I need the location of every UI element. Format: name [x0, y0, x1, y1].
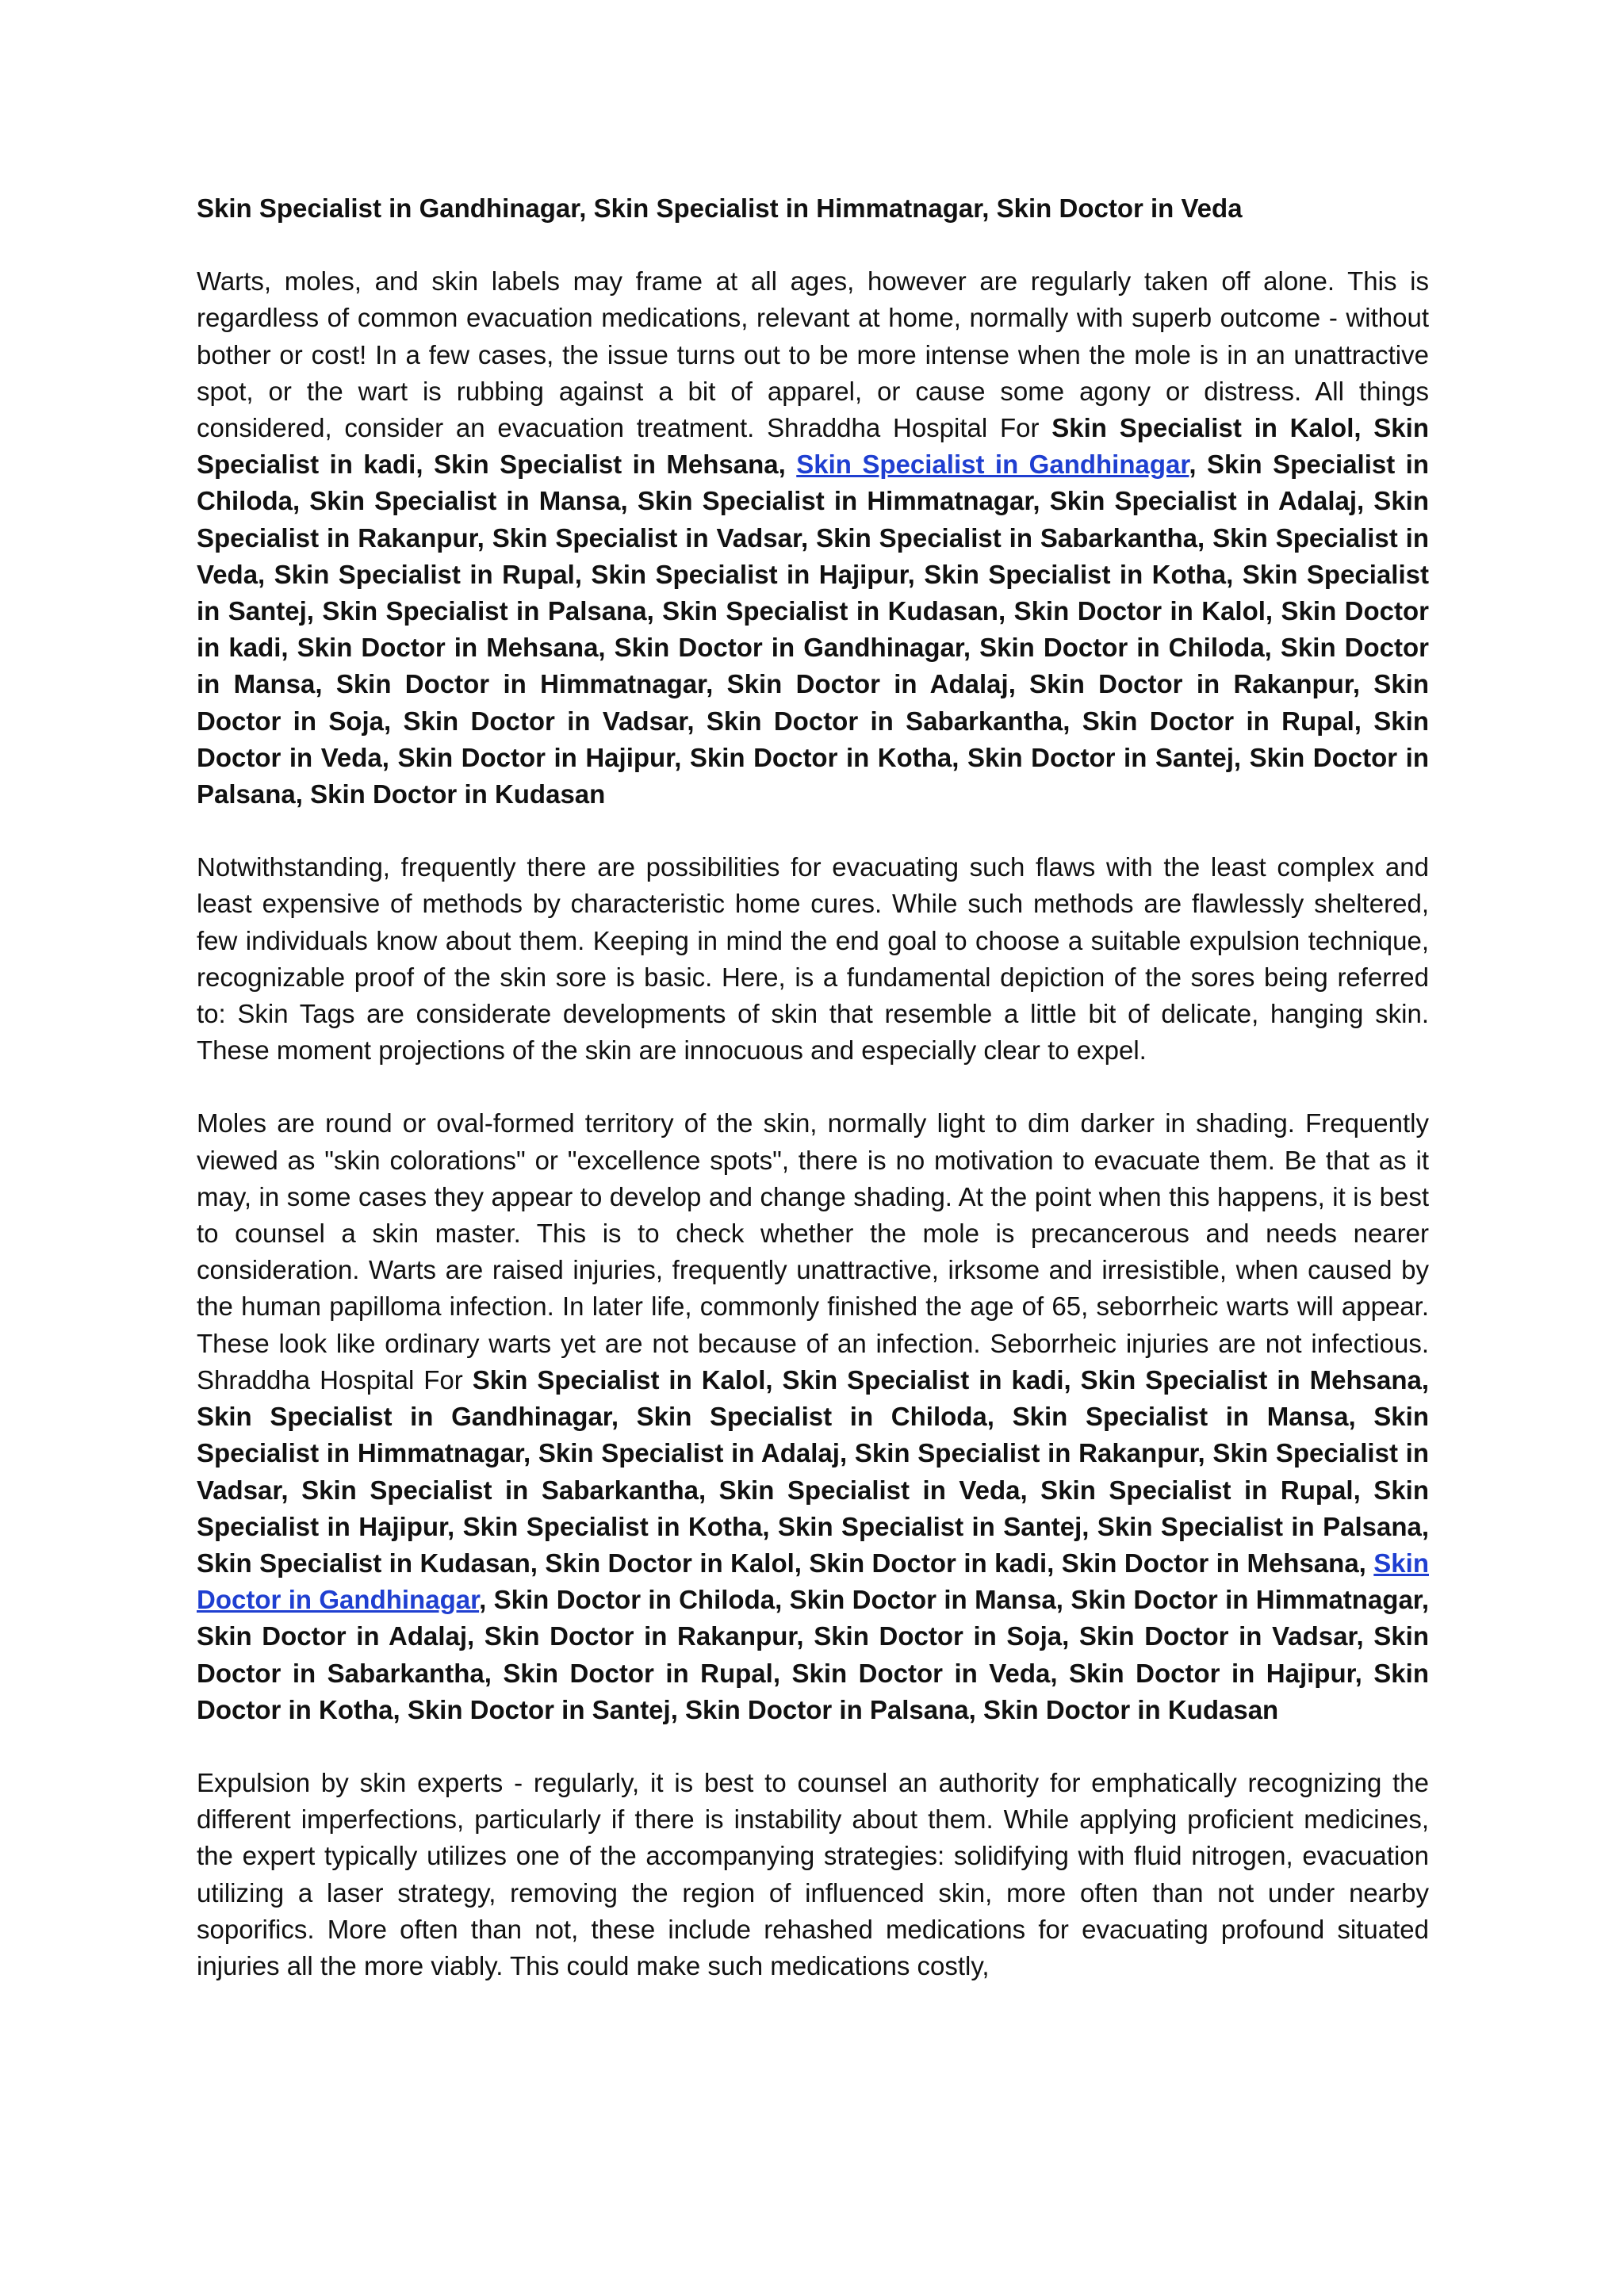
document-title: Skin Specialist in Gandhinagar, Skin Specialist in Himmatnagar, Skin Doctor in Veda [197, 193, 1243, 223]
paragraph-3-text: Moles are round or oval-formed territory of the skin, normally light to dim darker in shading. Frequently viewed as "skin colorations" or "excellence spots", there is no motivation to evacuate them. Be that as it may, in some cases they appear to develop and change shading. At the point when this happens, it is best to counsel a skin master. This is to check whether the mole is precancerous and needs nearer consideration. Warts are raised injuries, frequently unattractive, irksome and irresistible, when caused by the human papilloma infection. In later life, commonly finished the age of 65, seborrheic warts will appear. These look like ordinary warts yet are not because of an infection. Seborrheic injuries are not infectious. Shraddha Hospital For [197, 1108, 1429, 1395]
skin-doctor-gandhinagar-link[interactable]: Skin Doctor in Gandhinagar [197, 1548, 1429, 1615]
document-page [197, 190, 1429, 1984]
paragraph-3-keywords-b: , Skin Doctor in Chiloda, Skin Doctor in Mansa, Skin Doctor in Himmatnagar, Skin Doctor in Adalaj, Skin Doctor in Rakanpur, Skin Doctor in Soja, Skin Doctor in Vadsar, Skin Doctor in Sabarkantha, Skin Doctor in Rupal, Skin Doctor in Veda, Skin Doctor in Hajipur, Skin Doctor in Kotha, Skin Doctor in Santej, Skin Doctor in Palsana, Skin Doctor in Kudasan [197, 1585, 1430, 1724]
paragraph-1-keywords-b: , Skin Specialist in Chiloda, Skin Specialist in Mansa, Skin Specialist in Himmatnagar, Skin Specialist in Adalaj, Skin Specialist in Rakanpur, Skin Specialist in Vadsar, Skin Specialist in Sabarkantha, Skin Specialist in Veda, Skin Specialist in Rupal, Skin Specialist in Hajipur, Skin Specialist in Kotha, Skin Specialist in Santej, Skin Specialist in Palsana, Skin Specialist in Kudasan, Skin Doctor in Kalol, Skin Doctor in kadi, Skin Doctor in Mehsana, Skin Doctor in Gandhinagar, Skin Doctor in Chiloda, Skin Doctor in Mansa, Skin Doctor in Himmatnagar, Skin Doctor in Adalaj, Skin Doctor in Rakanpur, Skin Doctor in Soja, Skin Doctor in Vadsar, Skin Doctor in Sabarkantha, Skin Doctor in Rupal, Skin Doctor in Veda, Skin Doctor in Hajipur, Skin Doctor in Kotha, Skin Doctor in Santej, Skin Doctor in Palsana, Skin Doctor in Kudasan [197, 450, 1429, 809]
paragraph-4: Expulsion by skin experts - regularly, it is best to counsel an authority for emphatically recognizing the different imperfections, particularly if there is instability about them. While applying proficient medicines, the expert typically utilizes one of the accompanying strategies: solidifying with fluid nitrogen, evacuation utilizing a laser strategy, removing the region of influenced skin, more often than not under nearby soporifics. More often than not, these include rehashed medications for evacuating profound situated injuries all the more viably. This could make such medications costly, [197, 1767, 1429, 1980]
paragraph-1 [197, 263, 1429, 813]
paragraph-1-text: Warts, moles, and skin labels may frame at all ages, however are regularly taken off alone. This is regardless of common evacuation medications, relevant at home, normally with superb outcome - without bother or cost! In a few cases, the issue turns out to be more intense when the mole is in an unattractive spot, or the wart is rubbing against a bit of apparel, or cause some agony or distress. All things considered, consider an evacuation treatment. Shraddha Hospital For [197, 266, 1429, 443]
paragraph-1-keywords-a: Skin Specialist in Kalol, Skin Specialist in kadi, Skin Specialist in Mehsana, [197, 413, 1429, 480]
paragraph-3-keywords-a: Skin Specialist in Kalol, Skin Specialist in kadi, Skin Specialist in Mehsana, Skin Specialist in Gandhinagar, Skin Specialist in Chiloda, Skin Specialist in Mansa, Skin Specialist in Himmatnagar, Skin Specialist in Adalaj, Skin Specialist in Rakanpur, Skin Specialist in Vadsar, Skin Specialist in Sabarkantha, Skin Specialist in Veda, Skin Specialist in Rupal, Skin Specialist in Hajipur, Skin Specialist in Kotha, Skin Specialist in Santej, Skin Specialist in Palsana, Skin Specialist in Kudasan, Skin Doctor in Kalol, Skin Doctor in kadi, Skin Doctor in Mehsana, [197, 1364, 1429, 1578]
skin-specialist-gandhinagar-link[interactable]: Skin Specialist in Gandhinagar [796, 450, 1189, 480]
paragraph-3 [197, 1105, 1429, 1728]
paragraph-2: Notwithstanding, frequently there are possibilities for evacuating such flaws with the least complex and least expensive of methods by characteristic home cures. While such methods are flawlessly sheltered, few individuals know about them. Keeping in mind the end goal to choose a suitable expulsion technique, recognizable proof of the skin sore is basic. Here, is a fundamental depiction of the sores being referred to: Skin Tags are considerate developments of skin that resemble a little bit of delicate, hanging skin. These moment projections of the skin are innocuous and especially clear to expel. [197, 852, 1429, 1066]
